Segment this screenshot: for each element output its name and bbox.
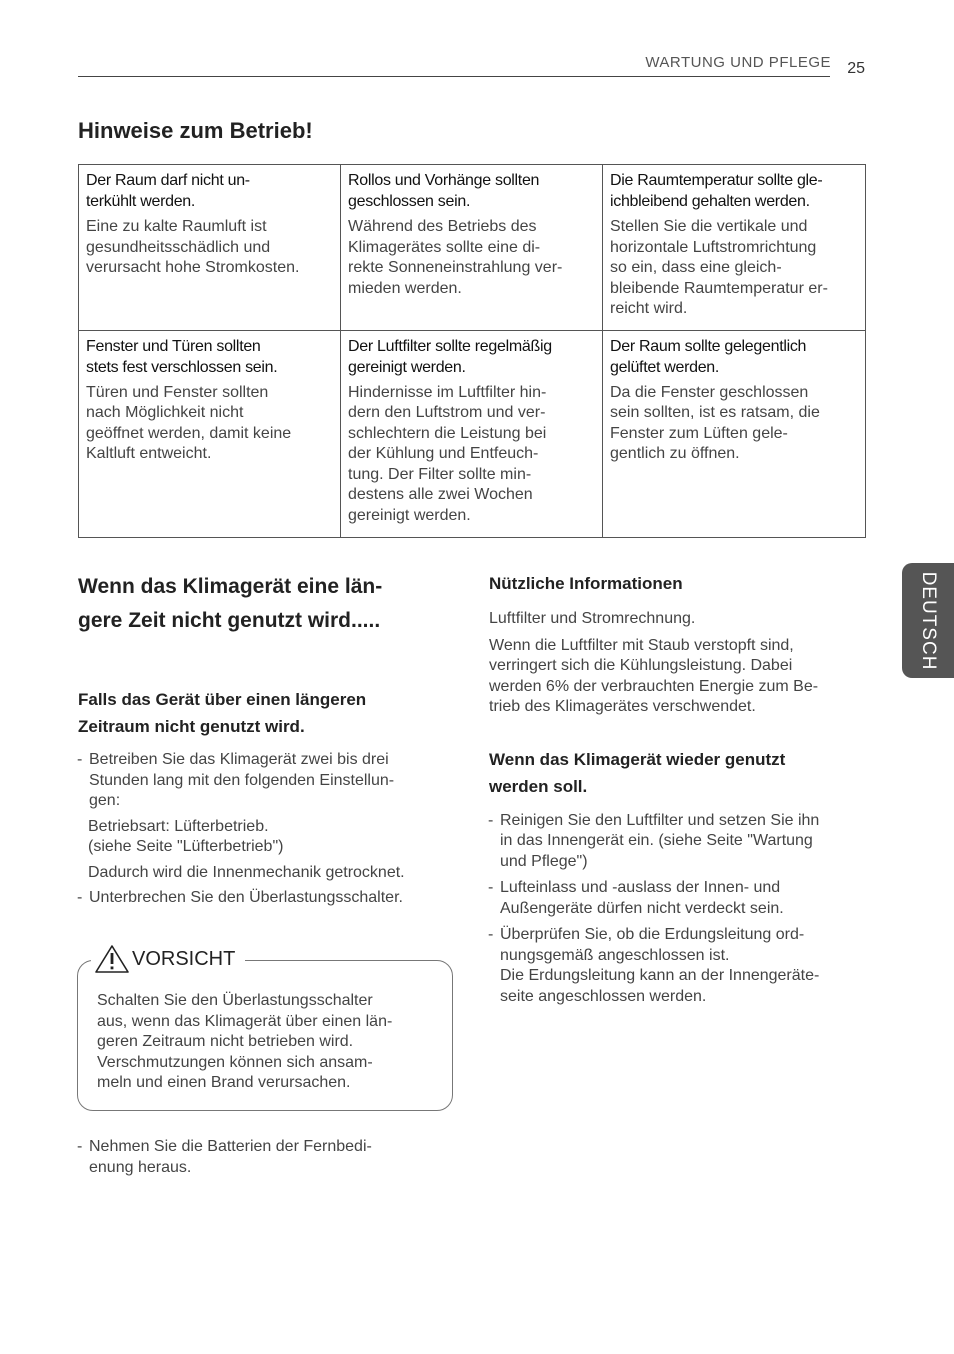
tip-body: Türen und Fenster sollten nach Möglichkeit nicht geöffnet werden, damit keine Kaltluft entweicht.	[86, 383, 292, 462]
tip-heading: Der Raum sollte gelegentlich gelüftet werden.	[610, 337, 807, 376]
list-item	[78, 888, 458, 909]
tip-body: Stellen Sie die vertikale und horizontale Luftstromrichtung so ein, dass eine gleich- bleibende Raumtemperatur er- reicht wird.	[610, 218, 828, 317]
paragraph: Luftfilter und Stromrechnung.	[489, 610, 696, 627]
caution-label	[91, 945, 245, 973]
operating-mode-note: Betriebsart: Lüfterbetrieb. (siehe Seite "Lüfterbetrieb")	[88, 817, 284, 855]
tip-body: Während des Betriebs des Klimagerätes sollte eine di- rekte Sonneneinstrahlung ver- mieden werden.	[348, 218, 563, 297]
subheading: Nützliche Informationen	[489, 574, 683, 593]
list-item-text: Betreiben Sie das Klimagerät zwei bis drei Stunden lang mit den folgenden Einstellun- gen:	[89, 751, 395, 809]
table-row	[79, 330, 866, 537]
list-item	[78, 1137, 458, 1178]
tip-cell	[341, 330, 603, 537]
tip-body: Hindernisse im Luftfilter hin- dern den Luftstrom und ver- schlechtern die Leistung bei der Kühlung und Entfeuch- tung. Der Filter sollte min- destens alle zwei Wochen gereinigt werden.	[348, 383, 547, 524]
list-item-text: Nehmen Sie die Batterien der Fernbedi- enung heraus.	[89, 1138, 372, 1176]
tip-cell	[79, 330, 341, 537]
list-item-text: Lufteinlass und -auslass der Innen- und Außengeräte dürfen nicht verdeckt sein.	[500, 879, 784, 917]
caution-box	[77, 947, 453, 1111]
left-column-bottom	[78, 1137, 458, 1178]
tip-heading: Der Luftfilter sollte regelmäßig gereinigt werden.	[348, 337, 552, 376]
subheading: Falls das Gerät über einen längeren Zeitraum nicht genutzt wird.	[78, 690, 367, 736]
list-item-text: Überprüfen Sie, ob die Erdungsleitung ord- nungsgemäß angeschlossen ist. Die Erdungsleitung kann an der Innengeräte- seite angeschlossen werden.	[500, 926, 820, 1005]
table-row	[79, 165, 866, 331]
page-number: 25	[847, 60, 865, 77]
header-rule	[78, 76, 830, 77]
tip-cell	[79, 165, 341, 331]
list-item	[78, 750, 458, 812]
drying-note: Dadurch wird die Innenmechanik getrocknet.	[88, 863, 405, 881]
section-heading: Wenn das Klimagerät eine län- gere Zeit nicht genutzt wird.....	[78, 575, 383, 632]
tip-cell	[341, 165, 603, 331]
list-item-text: Unterbrechen Sie den Überlastungsschalter.	[89, 889, 403, 906]
page-title: Hinweise zum Betrieb!	[78, 118, 313, 143]
bullet-dash: -	[488, 926, 494, 943]
bullet-dash: -	[77, 1138, 83, 1155]
paragraph: Wenn die Luftfilter mit Staub verstopft sind, verringert sich die Kühlungsleistung. Dabei werden 6% der verbrauchten Energie zum Be- trieb des Klimagerätes verschwendet.	[489, 636, 819, 715]
warning-icon	[95, 945, 129, 973]
list-item	[489, 811, 869, 873]
section-title: WARTUNG UND PFLEGE	[645, 54, 831, 71]
subheading: Wenn das Klimagerät wieder genutzt werden soll.	[489, 749, 786, 796]
right-column	[489, 570, 869, 1007]
tips-table	[78, 164, 866, 538]
tip-heading: Die Raumtemperatur sollte gle- ichbleibend gehalten werden.	[610, 172, 823, 210]
tip-heading: Der Raum darf nicht un- terkühlt werden.	[86, 172, 250, 210]
left-column	[78, 686, 458, 909]
bullet-dash: -	[488, 879, 494, 896]
language-tab	[902, 563, 954, 678]
bullet-dash: -	[77, 751, 83, 768]
tip-body: Da die Fenster geschlossen sein sollten, ist es ratsam, die Fenster zum Lüften gele- gentlich zu öffnen.	[610, 383, 820, 462]
tip-body: Eine zu kalte Raumluft ist gesundheitsschädlich und verursacht hohe Stromkosten.	[86, 218, 300, 276]
caution-label-text: VORSICHT	[132, 947, 236, 970]
bullet-dash: -	[77, 889, 83, 906]
tip-cell	[603, 165, 866, 331]
list-item	[489, 878, 869, 919]
list-item-text: Reinigen Sie den Luftfilter und setzen Sie ihn in das Innengerät ein. (siehe Seite "Wartung und Pflege")	[500, 811, 820, 870]
caution-text: Schalten Sie den Überlastungsschalter aus, wenn das Klimagerät über einen län- geren Zeitraum nicht betrieben wird. Verschmutzungen können sich ansam- meln und einen Brand verursachen.	[97, 992, 393, 1091]
tip-cell	[603, 330, 866, 537]
tip-heading: Rollos und Vorhänge sollten geschlossen sein.	[348, 172, 540, 210]
tip-heading: Fenster und Türen sollten stets fest verschlossen sein.	[86, 337, 278, 376]
list-item	[489, 925, 869, 1007]
bullet-dash: -	[488, 811, 494, 829]
language-tab-label: DEUTSCH	[918, 571, 939, 670]
